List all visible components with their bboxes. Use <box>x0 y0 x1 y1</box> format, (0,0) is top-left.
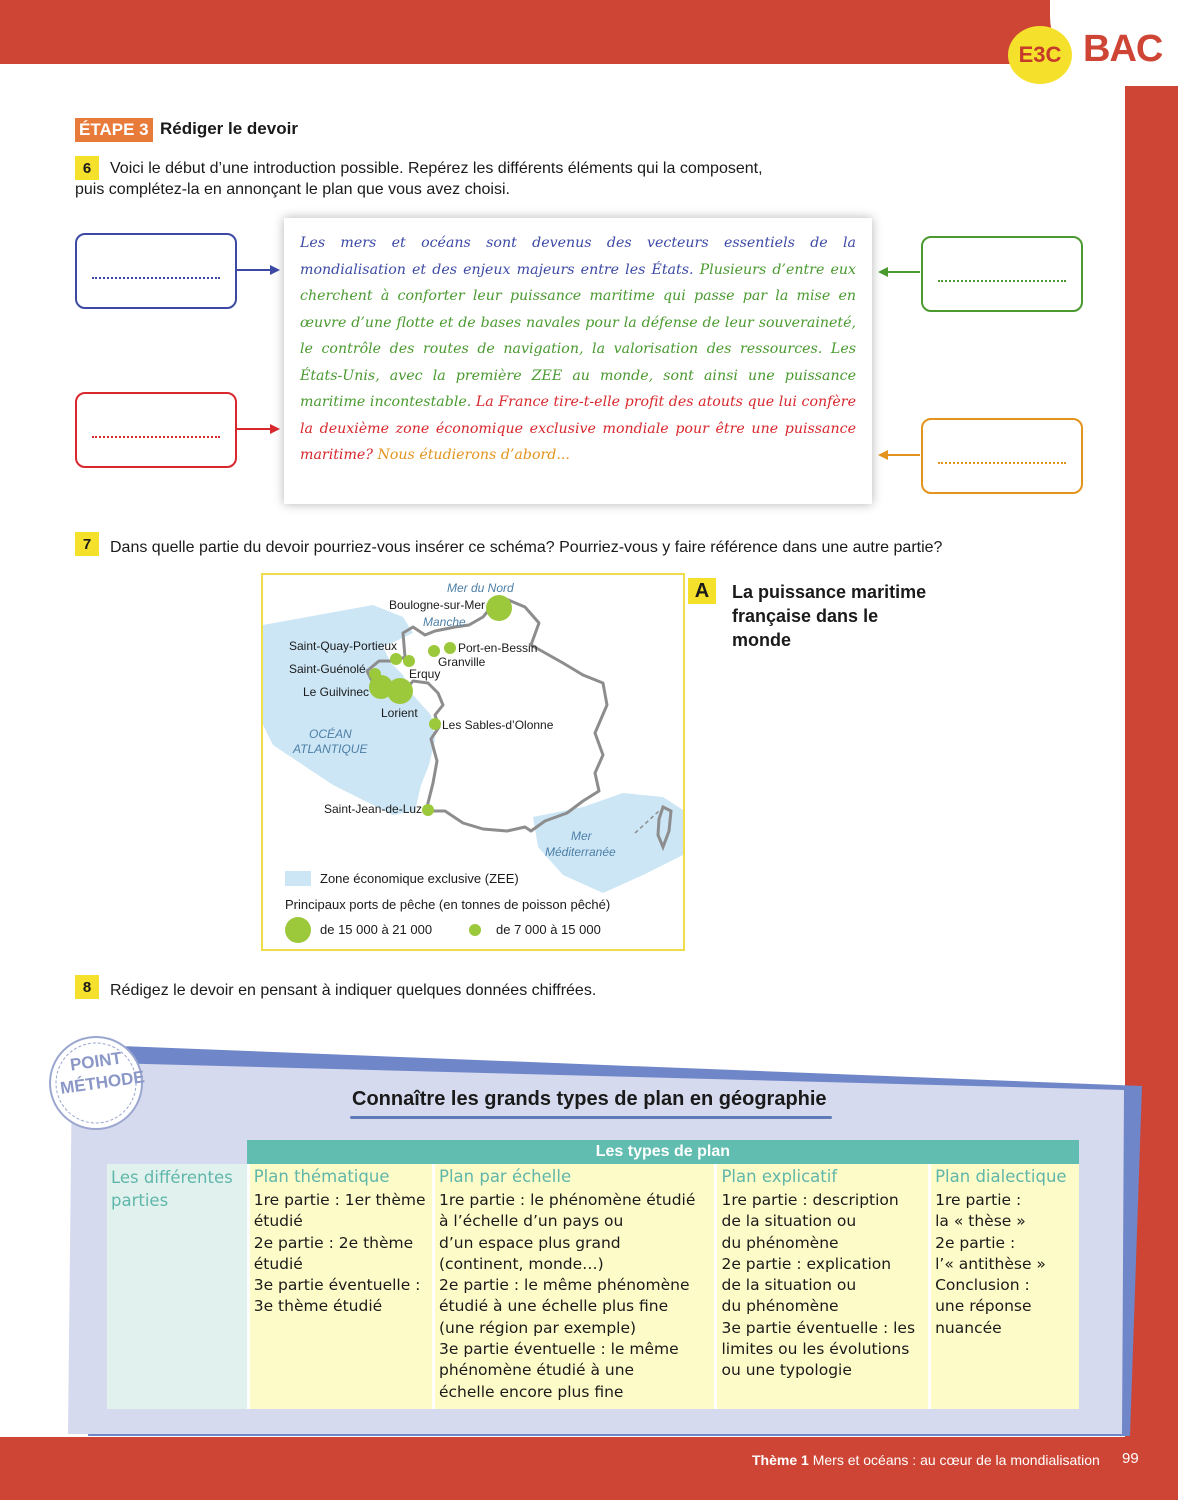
step-title: Rédiger le devoir <box>160 119 298 138</box>
port-label-boulogne: Boulogne-sur-Mer <box>389 598 486 612</box>
line: étudié <box>253 1254 303 1273</box>
table-header: Les types de plan <box>247 1140 1079 1164</box>
methode-title: Connaître les grands types de plan en géographie <box>352 1088 827 1110</box>
legend-zee-label: Zone économique exclusive (ZEE) <box>320 871 519 886</box>
line: limites ou les évolutions <box>721 1340 910 1359</box>
arrow-green-icon <box>878 267 920 277</box>
line: nuancée <box>935 1318 1002 1337</box>
methode-title-underline <box>350 1116 832 1119</box>
line: étudié à une échelle plus fine <box>439 1297 669 1316</box>
intro-red-segment: La France tire-t-elle profit des atouts que lui confère la deuxième zone économique exclusive mondiale pour être une puissance maritime? <box>300 394 856 463</box>
port-label-saint-guenole: Saint-Guénolé <box>289 662 366 676</box>
col-title-explicatif: Plan explicatif <box>714 1164 928 1190</box>
port-label-sables: Les Sables-d’Olonne <box>442 718 554 732</box>
bac-label: BAC <box>1083 28 1163 70</box>
arrow-orange-icon <box>878 450 920 460</box>
port-dot-lorient <box>387 678 413 704</box>
sea-label-ocean-1: OCÉAN <box>309 727 352 741</box>
line: échelle encore plus fine <box>439 1382 624 1401</box>
line: 3e partie éventuelle : le même <box>439 1340 679 1359</box>
legend-ports-title: Principaux ports de pêche (en tonnes de poisson pêché) <box>285 897 611 912</box>
port-dot-port-en-bessin <box>444 642 456 654</box>
line: du phénomène <box>721 1233 839 1252</box>
port-label-lorient: Lorient <box>381 706 418 720</box>
legend-small-label: de 7 000 à 15 000 <box>496 922 601 937</box>
line: 3e partie éventuelle : <box>253 1276 421 1295</box>
france-map <box>263 575 683 949</box>
line: du phénomène <box>721 1297 839 1316</box>
question-6-line2: puis complétez-la en annonçant le plan que vous avez choisi. <box>75 181 510 198</box>
plan-types-table <box>107 1140 1079 1409</box>
table-corner <box>107 1140 247 1164</box>
arrow-red-icon <box>237 424 280 434</box>
line: 2e partie : le même phénomène <box>439 1276 690 1295</box>
line: 2e partie : 2e thème <box>253 1233 414 1252</box>
question-8-text: Rédigez le devoir en pensant à indiquer quelques données chiffrées. <box>110 982 597 999</box>
intro-card <box>284 218 872 504</box>
question-6-line1: Voici le début d’une introduction possible. Repérez les différents éléments qui la composent, <box>110 160 763 177</box>
bottom-band <box>0 1437 1178 1500</box>
line: 1re partie : 1er thème <box>253 1191 426 1209</box>
sea-label-manche: Manche <box>423 615 466 629</box>
line: de la situation ou <box>721 1212 857 1231</box>
line: ou une typologie <box>721 1361 852 1380</box>
intro-green-segment: Plusieurs d’entre eux cherchent à conforter leur puissance maritime qui passe par la mise en œuvre d’une flotte et de bases navales pour la défense de leur souveraineté, le contrôle des routes de navigation, la valorisation des ressources. Les États-Unis, avec la première ZEE au monde, sont ainsi une puissance maritime incontestable. <box>300 261 856 410</box>
arrow-blue-icon <box>237 265 280 275</box>
page-number: 99 <box>1122 1450 1139 1467</box>
col-body-thematique <box>247 1190 432 1409</box>
port-label-saint-jean: Saint-Jean-de-Luz <box>324 802 423 816</box>
line: 1re partie : description <box>721 1191 899 1209</box>
sea-label-med-2: Méditerranée <box>545 845 616 859</box>
footer-theme-text: Mers et océans : au cœur de la mondialisation <box>808 1452 1100 1468</box>
sea-label-nord: Mer du Nord <box>447 581 514 595</box>
line: 3e partie éventuelle : les <box>721 1318 916 1337</box>
e3c-badge: E3C <box>1008 26 1072 84</box>
port-dot-boulogne <box>486 595 512 621</box>
line: étudié <box>253 1212 303 1231</box>
map-tag: A <box>688 578 716 604</box>
port-label-saint-quay: Saint-Quay-Portieux <box>289 639 398 653</box>
legend-big-label: de 15 000 à 21 000 <box>320 922 433 937</box>
col-body-echelle <box>432 1190 714 1409</box>
footer-theme-label: Thème 1 <box>752 1452 809 1468</box>
line: 1re partie : le phénomène étudié <box>439 1191 696 1209</box>
stamp-methode-label: MÉTHODE <box>59 1067 146 1098</box>
line: à l’échelle d’un pays ou <box>439 1212 624 1231</box>
line: 2e partie : <box>935 1233 1016 1252</box>
port-label-granville: Granville <box>438 655 486 669</box>
col-parts-label: Les différentes parties <box>107 1164 247 1409</box>
stamp-point-label: POINT <box>68 1048 123 1075</box>
question-7-text: Dans quelle partie du devoir pourriez-vous insérer ce schéma? Pourriez-vous y faire référence dans une autre partie? <box>110 539 943 556</box>
col-title-echelle: Plan par échelle <box>432 1164 714 1190</box>
line: de la situation ou <box>721 1276 857 1295</box>
sea-label-ocean-2: ATLANTIQUE <box>293 742 368 756</box>
port-dot-sables <box>429 718 441 730</box>
col-body-dialectique <box>928 1190 1079 1409</box>
port-label-port-en-bessin: Port-en-Bessin <box>458 641 538 655</box>
col-body-explicatif <box>714 1190 928 1409</box>
question-number-6: 6 <box>75 156 99 180</box>
sea-label-med-1: Mer <box>571 829 592 843</box>
line: 1re partie : <box>935 1191 1022 1209</box>
col-title-thematique: Plan thématique <box>247 1164 432 1190</box>
footer-theme <box>752 1452 1100 1468</box>
step-tag: ÉTAPE 3 <box>75 118 153 142</box>
map-title: La puissance maritime française dans le monde <box>732 582 927 650</box>
line: (continent, monde…) <box>439 1254 604 1273</box>
intro-blue-segment: Les mers et océans sont devenus des vecteurs essentiels de la mondialisation et des enjeux majeurs entre les États. <box>300 235 856 278</box>
line: 3e thème étudié <box>253 1297 383 1316</box>
line: 2e partie : explication <box>721 1254 892 1273</box>
port-dot-saint-quay <box>390 653 402 665</box>
question-number-8: 8 <box>75 975 99 999</box>
port-label-erquy: Erquy <box>409 667 441 681</box>
line: la « thèse » <box>935 1212 1026 1231</box>
legend-small-dot <box>469 924 481 936</box>
port-label-le-guilvinec: Le Guilvinec <box>303 685 370 699</box>
line: d’un espace plus grand <box>439 1233 621 1252</box>
intro-orange-segment: Nous étudierons d’abord... <box>372 447 570 463</box>
line: l’« antithèse » <box>935 1254 1046 1273</box>
line: une réponse <box>935 1297 1032 1316</box>
legend-zee-swatch <box>285 871 311 886</box>
line: phénomène étudié à une <box>439 1361 635 1380</box>
question-number-7: 7 <box>75 532 99 556</box>
port-dot-erquy <box>403 655 415 667</box>
col-title-dialectique: Plan dialectique <box>928 1164 1079 1190</box>
legend-big-dot <box>285 917 311 943</box>
port-dot-saint-jean <box>422 804 434 816</box>
line: Conclusion : <box>935 1276 1030 1295</box>
map-figure <box>261 573 685 951</box>
intro-paragraph <box>300 230 856 469</box>
line: (une région par exemple) <box>439 1318 637 1337</box>
